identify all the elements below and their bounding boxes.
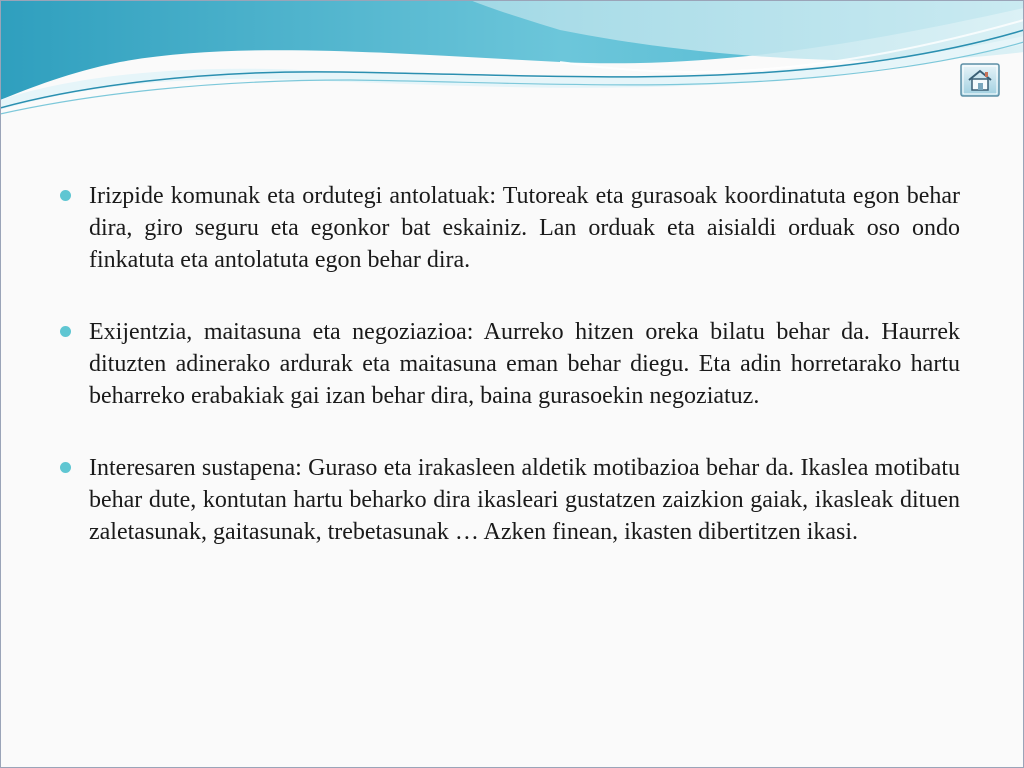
bullet-text: Interesaren sustapena: Guraso eta irakasleen aldetik motibazioa behar da. Ikaslea motibatu behar dute, kontutan hartu beharko dira ikasleari gustatzen zaizkion gaiak, ikasleak dituen zaletasunak, gaitasunak, trebetasunak … Azken finean, ikasten dibertitzen ikasi. bbox=[89, 455, 960, 545]
bullet-item bbox=[60, 180, 960, 276]
bullet-dot-icon bbox=[60, 326, 71, 337]
bullet-dot-icon bbox=[60, 190, 71, 201]
header-wave-decoration bbox=[0, 0, 1024, 140]
bullet-item bbox=[60, 452, 960, 548]
bullet-item bbox=[60, 316, 960, 412]
home-icon bbox=[960, 63, 1000, 97]
home-button[interactable] bbox=[960, 63, 1000, 97]
bullet-dot-icon bbox=[60, 462, 71, 473]
bullet-list bbox=[60, 180, 960, 588]
bullet-text: Exijentzia, maitasuna eta negoziazioa: Aurreko hitzen oreka bilatu behar da. Haurrek dituzten adinerako ardurak eta maitasuna eman behar diegu. Eta adin horretarako hartu beharreko erabakiak gai izan behar dira, baina gurasoekin negoziatuz. bbox=[89, 319, 960, 409]
bullet-text: Irizpide komunak eta ordutegi antolatuak: Tutoreak eta gurasoak koordinatuta egon behar dira, giro seguru eta egonkor bat eskainiz. Lan orduak eta aisialdi orduak oso ondo finkatuta eta antolatuta egon behar dira. bbox=[89, 183, 960, 273]
